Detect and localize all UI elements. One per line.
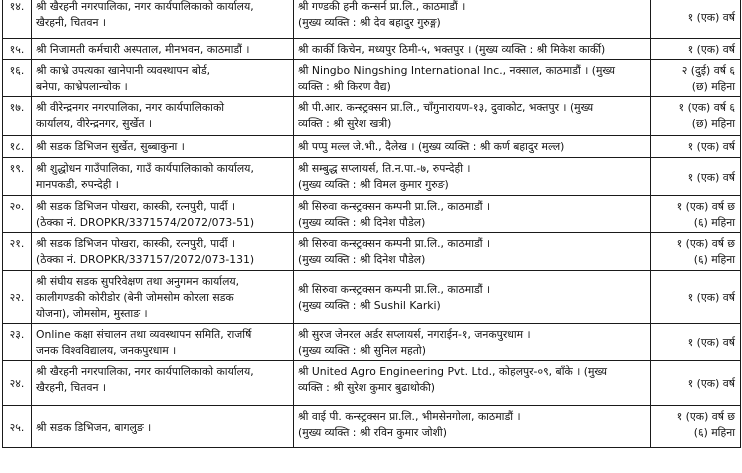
table-row: [3, 158, 741, 196]
duration-cell: १ (एक) वर्ष छ (६) महिना: [651, 233, 741, 271]
office-cell: श्री वीरेन्द्रनगर नगरपालिका, नगर कार्यपालिकाको कार्यालय, वीरेन्द्रनगर, सुर्खेत ।: [32, 97, 294, 136]
office-cell: श्री संघीय सडक सुपरिवेक्षण तथा अनुगमन कार्यालय, कालीगण्डकी कोरीडोर (बेनी जोमसोम कोरला सडक योजना), जोमसोम, मुस्ताङ ।: [32, 271, 294, 324]
duration-cell: १ (एक) वर्ष छ (६) महिना: [651, 406, 741, 448]
duration-cell: १ (एक) वर्ष: [651, 324, 741, 361]
contractor-cell: श्री कार्की किचेन, मध्यपुर ठिमी-५, भक्तपुर । (मुख्य व्यक्ति : श्री मिकेश कार्की): [294, 39, 651, 60]
contractor-cell: श्री सिरुवा कन्स्ट्रक्सन कम्पनी प्रा.लि., काठमाडौं । (मुख्य व्यक्ति : श्री दिनेश पौडेल): [294, 196, 651, 233]
serial-number: १५.: [3, 39, 32, 60]
table-row: [3, 0, 741, 39]
serial-number: १६.: [3, 60, 32, 97]
table-row: [3, 196, 741, 233]
duration-cell: १ (एक) वर्ष: [651, 158, 741, 196]
contractor-cell: श्री सिरुवा कन्स्ट्रक्सन कम्पनी प्रा.लि., काठमाडौं । (मुख्य व्यक्ति : श्री Sushil Karki): [294, 271, 651, 324]
serial-number: २२.: [3, 271, 32, 324]
contractor-cell: श्री सम्बुद्ध सप्लायर्स, ति.न.पा.-७, रुपन्देही । (मुख्य व्यक्ति : श्री विमल कुमार गुरुङ): [294, 158, 651, 196]
duration-cell: १ (एक) वर्ष: [651, 271, 741, 324]
serial-number: २०.: [3, 196, 32, 233]
duration-cell: १ (एक) वर्ष छ (६) महिना: [651, 196, 741, 233]
office-cell: श्री सडक डिभिजन सुर्खेत, सुब्बाकुना ।: [32, 136, 294, 158]
contractor-cell: श्री United Agro Engineering Pvt. Ltd., कोहलपुर-०९, बाँके । (मुख्य व्यक्ति : श्री सुरेश कुमार बुढाथोकी): [294, 361, 651, 406]
serial-number: २४.: [3, 361, 32, 406]
contractor-cell: श्री पप्पु मल्ल जे.भी., दैलेख । (मुख्य व्यक्ति : श्री कर्ण बहादुर मल्ल): [294, 136, 651, 158]
table-row: [3, 233, 741, 271]
table-row: [3, 406, 741, 448]
serial-number: १४.: [3, 0, 32, 39]
duration-cell: १ (एक) वर्ष: [651, 136, 741, 158]
duration-cell: १ (एक) वर्ष: [651, 39, 741, 60]
blacklist-table: [2, 0, 741, 448]
table-row: [3, 97, 741, 136]
serial-number: १७.: [3, 97, 32, 136]
contractor-cell: श्री पी.आर. कन्स्ट्रक्सन प्रा.लि., चाँगुनारायण-१३, दुवाकोट, भक्तपुर । (मुख्य व्यक्ति : श्री सुरेश खत्री): [294, 97, 651, 136]
serial-number: १८.: [3, 136, 32, 158]
table-row: [3, 60, 741, 97]
contractor-cell: श्री गण्डकी हनी कन्सर्न प्रा.लि., काठमाडौं । (मुख्य व्यक्ति : श्री देव बहादुर गुरुङ्ग): [294, 0, 651, 39]
table-row: [3, 361, 741, 406]
contractor-cell: श्री सिरुवा कन्स्ट्रक्सन कम्पनी प्रा.लि., काठमाडौं । (मुख्य व्यक्ति : श्री दिनेश पौडेल): [294, 233, 651, 271]
table-row: [3, 324, 741, 361]
duration-cell: १ (एक) वर्ष: [651, 0, 741, 39]
table-row: [3, 39, 741, 60]
office-cell: श्री सडक डिभिजन पोखरा, कास्की, रत्नपुरी, पार्दी । (ठेक्का नं. DROPKR/337157/2072/073-131): [32, 233, 294, 271]
serial-number: १९.: [3, 158, 32, 196]
duration-cell: १ (एक) वर्ष: [651, 361, 741, 406]
table-row: [3, 136, 741, 158]
office-cell: श्री खैरहनी नगरपालिका, नगर कार्यपालिकाको कार्यालय, खैरहनी, चितवन ।: [32, 0, 294, 39]
duration-cell: १ (एक) वर्ष ६ (छ) महिना: [651, 97, 741, 136]
duration-cell: २ (दुई) वर्ष ६ (छ) महिना: [651, 60, 741, 97]
office-cell: श्री सडक डिभिजन पोखरा, कास्की, रत्नपुरी, पार्दी । (ठेक्का नं. DROPKR/3371574/2072/073-51): [32, 196, 294, 233]
office-cell: श्री निजामती कर्मचारी अस्पताल, मीनभवन, काठमाडौं ।: [32, 39, 294, 60]
office-cell: Online कक्षा संचालन तथा व्यवस्थापन समिति, राजर्षि जनक विश्वविद्यालय, जनकपुरधाम ।: [32, 324, 294, 361]
serial-number: २१.: [3, 233, 32, 271]
office-cell: श्री शुद्धोधन गाउँपालिका, गाउँ कार्यपालिकाको कार्यालय, मानपकडी, रुपन्देही ।: [32, 158, 294, 196]
contractor-cell: श्री सुरज जेनरल अर्डर सप्लायर्स, नगराईन-१, जनकपुरधाम । (मुख्य व्यक्ति : श्री सुनिल महतो): [294, 324, 651, 361]
office-cell: श्री खैरहनी नगरपालिका, नगर कार्यपालिकाको कार्यालय, खैरहनी, चितवन ।: [32, 361, 294, 406]
contractor-cell: श्री Ningbo Ningshing International Inc., नक्साल, काठमाडौं । (मुख्य व्यक्ति : श्री किरण वैद्य): [294, 60, 651, 97]
serial-number: २३.: [3, 324, 32, 361]
contractor-cell: श्री वाई पी. कन्स्ट्रक्सन प्रा.लि., भीमसेनगोला, काठमाडौं । (मुख्य व्यक्ति : श्री रविन कुमार जोशी): [294, 406, 651, 448]
table-row: [3, 271, 741, 324]
serial-number: २५.: [3, 406, 32, 448]
office-cell: श्री काभ्रे उपत्यका खानेपानी व्यवस्थापन बोर्ड, बनेपा, काभ्रेपलान्चोक ।: [32, 60, 294, 97]
office-cell: श्री सडक डिभिजन, बागलुङ ।: [32, 406, 294, 448]
table-body: [3, 0, 741, 448]
